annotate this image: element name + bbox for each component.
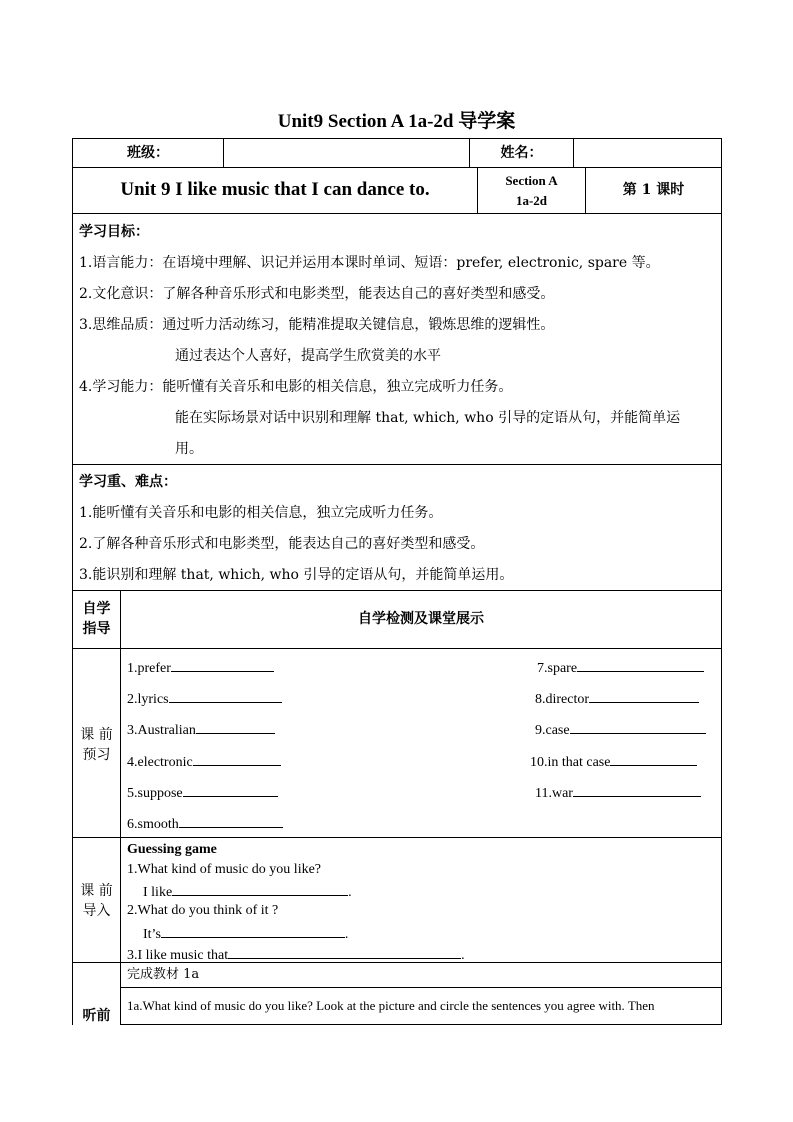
listening-instruction: 1a.What kind of music do you like? Look at the picture and circle the sentences you agree with. Then (127, 998, 655, 1013)
vocab-word: 6.smooth (127, 817, 179, 832)
key-points-heading: 学习重、难点： (79, 474, 177, 490)
listening-task: 完成教材 1a (127, 967, 200, 982)
vocab-blank[interactable] (570, 719, 706, 734)
answer-1-blank[interactable] (172, 881, 348, 896)
section-line-2: 1a-2d (515, 193, 548, 208)
objective-item: 能在实际场景对话中识别和理解 that, which, who 引导的定语从句，并能简单运 (175, 410, 681, 426)
name-field[interactable] (574, 139, 721, 167)
vocab-word: 1.prefer (127, 661, 171, 676)
vocab-blank[interactable] (577, 657, 704, 672)
vocab-word: 4.electronic (127, 755, 193, 770)
lesson-label: 第 1 课时 (622, 182, 685, 198)
guide-heading: 自学检测及课堂展示 (358, 611, 484, 627)
preview-label-1: 课 前 (80, 727, 113, 743)
document-title: Unit9 Section A 1a-2d 导学案 (277, 111, 516, 132)
objective-item: 4.学习能力：能听懂有关音乐和电影的相关信息，独立完成听力任务。 (79, 379, 513, 395)
section-line-1: Section A (505, 173, 558, 188)
objective-item: 1.语言能力：在语境中理解、识记并运用本课时单词、短语：prefer, electronic, spare 等。 (79, 255, 660, 271)
objective-item: 2.文化意识：了解各种音乐形式和电影类型，能表达自己的喜好类型和感受。 (79, 286, 555, 302)
vocab-blank[interactable] (573, 782, 701, 797)
game-title: Guessing game (127, 842, 217, 857)
answer-2: It’s . (143, 923, 348, 944)
question-1: 1.What kind of music do you like? (127, 862, 322, 877)
name-label: 姓名： (500, 145, 543, 161)
vocab-item (127, 688, 282, 709)
vocab-blank[interactable] (196, 719, 275, 734)
key-point-item: 1.能听懂有关音乐和电影的相关信息，独立完成听力任务。 (79, 505, 443, 521)
answer-2-prefix: It’s (143, 927, 161, 942)
objectives-heading: 学习目标： (79, 224, 149, 240)
question-2: 2.What do you think of it ? (127, 903, 279, 918)
vocab-word: 10.in that case (530, 755, 611, 770)
vocab-item (127, 719, 275, 740)
vocab-item (537, 657, 704, 678)
vocab-word: 3.Australian (127, 723, 196, 738)
vocab-word: 2.lyrics (127, 692, 169, 707)
unit-title: Unit 9 I like music that I can dance to. (120, 179, 430, 200)
vocab-blank[interactable] (179, 813, 283, 828)
answer-3-blank[interactable] (228, 944, 461, 959)
vocab-word: 11.war (535, 786, 573, 801)
vocab-word: 5.suppose (127, 786, 183, 801)
question-3-prefix: 3.I like music that (127, 948, 229, 963)
vocab-blank[interactable] (610, 751, 697, 766)
vocab-item (127, 782, 278, 803)
guide-label-1: 自学 (82, 601, 111, 617)
preview-label-2: 预习 (82, 747, 111, 763)
objective-item: 用。 (175, 441, 203, 457)
vocab-blank[interactable] (589, 688, 699, 703)
vocab-blank[interactable] (171, 657, 274, 672)
answer-2-blank[interactable] (161, 923, 345, 938)
intro-label-2: 导入 (82, 903, 111, 919)
question-3: 3.I like music that . (127, 944, 465, 965)
vocab-item (127, 813, 283, 834)
vocab-blank[interactable] (193, 751, 281, 766)
vocab-item (535, 782, 701, 803)
objective-item: 3.思维品质：通过听力活动练习，能精准提取关键信息，锻炼思维的逻辑性。 (79, 317, 555, 333)
vocab-item (535, 688, 699, 709)
key-point-item: 2.了解各种音乐形式和电影类型，能表达自己的喜好类型和感受。 (79, 536, 485, 552)
class-label: 班级： (127, 145, 169, 161)
vocab-item (535, 719, 706, 740)
vocab-word: 9.case (535, 723, 570, 738)
class-field[interactable] (224, 139, 469, 167)
key-point-item: 3.能识别和理解 that, which, who 引导的定语从句，并能简单运用。 (79, 567, 514, 583)
answer-1-prefix: I like (143, 885, 173, 900)
vocab-blank[interactable] (183, 782, 278, 797)
vocab-item (127, 657, 274, 678)
intro-label-1: 课 前 (80, 883, 113, 899)
guide-label-2: 指导 (82, 621, 111, 637)
objective-item: 通过表达个人喜好，提高学生欣赏美的水平 (175, 348, 441, 364)
vocab-item (127, 751, 281, 772)
vocab-item (530, 751, 697, 772)
listening-label: 听前 (82, 1008, 111, 1024)
vocab-blank[interactable] (169, 688, 282, 703)
vocab-word: 8.director (535, 692, 590, 707)
vocab-word: 7.spare (537, 661, 578, 676)
answer-1: I like . (143, 881, 352, 902)
